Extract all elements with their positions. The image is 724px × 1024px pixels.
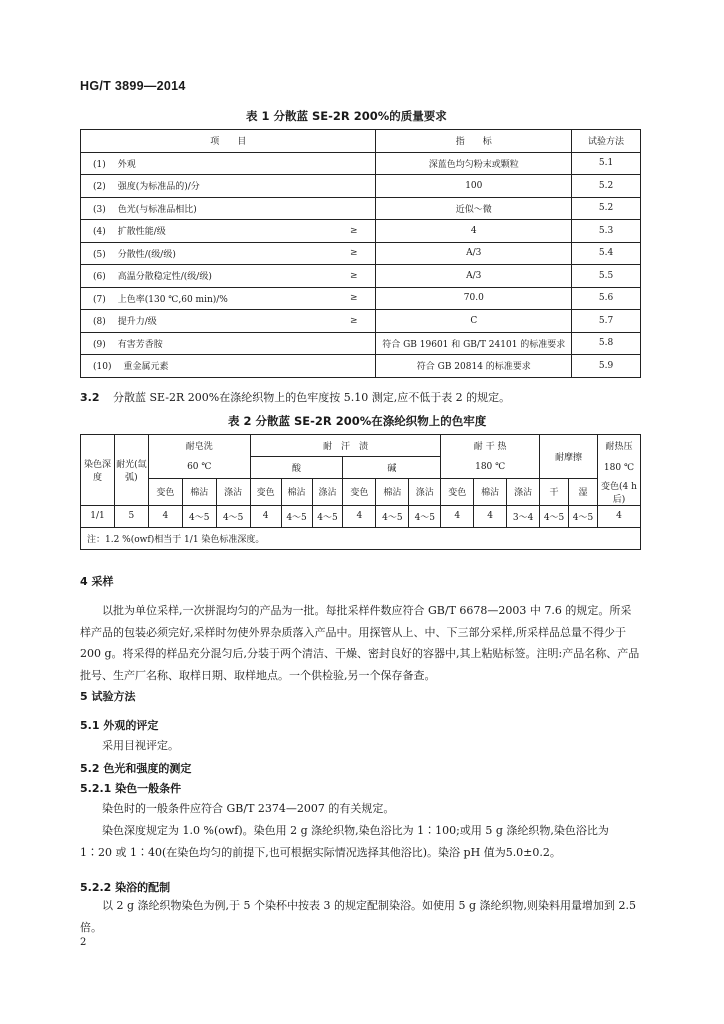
section-5-1-text: 采用目视评定。 xyxy=(102,739,179,752)
table1-row xyxy=(81,355,641,378)
row-test-method: 5.7 xyxy=(572,310,641,333)
row-spec-value: A/3 xyxy=(376,242,572,265)
header-soap: 耐皂洗 xyxy=(148,435,250,457)
row-ge-symbol xyxy=(348,175,376,198)
row-test-method: 5.8 xyxy=(572,332,641,355)
row-ge-symbol: ≥ xyxy=(348,265,376,288)
table1-row xyxy=(81,265,641,288)
section-3-2-number: 3.2 xyxy=(80,391,100,404)
fastness-value-cell: 4～5 xyxy=(281,505,312,527)
fastness-value-cell: 4 xyxy=(250,505,281,527)
row-item: 色光(与标准品相比) xyxy=(117,204,197,215)
row-item-cell xyxy=(81,175,349,198)
row-spec-value: 70.0 xyxy=(376,287,572,310)
row-number: (4) xyxy=(93,227,106,238)
row-test-method: 5.9 xyxy=(572,355,641,378)
fastness-value-cell: 5 xyxy=(114,505,148,527)
row-item-cell xyxy=(81,242,349,265)
subheader-cell: 棉沾 xyxy=(281,479,312,506)
subheader-cell: 变色 xyxy=(148,479,182,506)
row-spec-value: A/3 xyxy=(376,265,572,288)
header-hot-press-sub: 变色(4 h后) xyxy=(597,479,640,506)
subheader-cell: 棉沾 xyxy=(376,479,409,506)
section-5-2-1-p2: 染色深度规定为 1.0 %(owf)。染色用 2 g 涤纶织物,染色浴比为 1∶100;或用 5 g 涤纶织物,染色浴比为 1∶20 或 1∶40(在染色均匀的前提下,也可根据实际情况选择其他浴比)。染浴 pH 值为5.0±0.2。 xyxy=(80,824,609,859)
row-number: (10) xyxy=(93,362,112,373)
section-5-2-1-p1: 染色时的一般条件应符合 GB/T 2374—2007 的有关规定。 xyxy=(102,802,395,815)
subheader-cell: 棉沾 xyxy=(182,479,216,506)
row-ge-symbol xyxy=(348,152,376,175)
row-item-cell xyxy=(81,287,349,310)
row-item: 强度(为标准品的)/分 xyxy=(117,182,200,193)
row-spec-value: 深蓝色均匀粉末或颗粒 xyxy=(376,152,572,175)
subheader-cell: 涤沾 xyxy=(312,479,343,506)
section-4-title: 4 采样 xyxy=(80,575,114,588)
row-item-cell xyxy=(81,197,349,220)
subheader-cell: 变色 xyxy=(250,479,281,506)
fastness-value-cell: 4～5 xyxy=(569,505,598,527)
row-ge-symbol: ≥ xyxy=(348,310,376,333)
row-test-method: 5.6 xyxy=(572,287,641,310)
row-number: (5) xyxy=(93,249,106,260)
row-spec-value: 4 xyxy=(376,220,572,243)
fastness-value-cell: 4～5 xyxy=(540,505,569,527)
row-test-method: 5.2 xyxy=(572,175,641,198)
section-4-body: 以批为单位采样,一次拼混均匀的产品为一批。每批采样件数应符合 GB/T 6678—2003 中 7.6 的规定。所采样产品的包装必须完好,采样时勿使外界杂质落入产品中。用探管从上、中、下三部分采样,所采样品总量不得少于 200 g。将采得的样品充分混匀后,分装于两个清洁、干燥、密封良好的容器中,其上粘贴标签。注明:产品名称、产品批号、生产厂名称、取样日期、取样地点。一个供检验,另一个保存备查。 xyxy=(80,604,640,682)
subheader-cell: 变色 xyxy=(441,479,474,506)
subheader-cell: 湿 xyxy=(569,479,598,506)
row-test-method: 5.5 xyxy=(572,265,641,288)
row-spec-value: 符合 GB 20814 的标准要求 xyxy=(376,355,572,378)
row-item-cell xyxy=(81,332,349,355)
subheader-cell: 棉沾 xyxy=(474,479,507,506)
row-number: (6) xyxy=(93,272,106,283)
row-item-cell xyxy=(81,152,349,175)
section-5-title: 5 试验方法 xyxy=(80,690,136,703)
table1-header-spec: 指 标 xyxy=(376,130,572,153)
fastness-value-cell: 4～5 xyxy=(376,505,409,527)
row-item-cell xyxy=(81,355,349,378)
table1-row xyxy=(81,220,641,243)
fastness-value-cell: 4～5 xyxy=(409,505,441,527)
fastness-value-cell: 4 xyxy=(597,505,640,527)
fastness-value-cell: 1/1 xyxy=(81,505,115,527)
section-5-1-title: 5.1 外观的评定 xyxy=(80,719,159,732)
header-sweat: 耐 汗 渍 xyxy=(250,435,441,457)
section-5-2-title: 5.2 色光和强度的测定 xyxy=(80,762,192,775)
row-test-method: 5.4 xyxy=(572,242,641,265)
subheader-cell: 干 xyxy=(540,479,569,506)
table2-caption: 表 2 分散蓝 SE-2R 200%在涤纶织物上的色牢度 xyxy=(228,414,487,428)
header-rubbing: 耐摩擦 xyxy=(540,435,598,479)
table1-header-method: 试验方法 xyxy=(572,130,641,153)
row-ge-symbol xyxy=(348,197,376,220)
row-ge-symbol xyxy=(348,332,376,355)
row-item: 扩散性能/级 xyxy=(117,227,166,238)
row-ge-symbol: ≥ xyxy=(348,287,376,310)
fastness-value-cell: 4～5 xyxy=(216,505,250,527)
section-3-2-text: 分散蓝 SE-2R 200%在涤纶织物上的色牢度按 5.10 测定,应不低于表 2 的规定。 xyxy=(113,391,511,404)
color-fastness-table xyxy=(80,434,641,550)
document-header: HG/T 3899—2014 xyxy=(80,79,186,93)
fastness-value-cell: 4～5 xyxy=(312,505,343,527)
subheader-cell: 涤沾 xyxy=(507,479,540,506)
quality-requirements-table xyxy=(80,129,641,378)
table2-note: 注：1.2 %(owf)相当于 1/1 染色标准深度。 xyxy=(81,527,641,549)
row-item: 有害芳香胺 xyxy=(117,339,163,350)
row-spec-value: C xyxy=(376,310,572,333)
fastness-value-cell: 4 xyxy=(474,505,507,527)
fastness-value-cell: 4～5 xyxy=(182,505,216,527)
fastness-value-cell: 4 xyxy=(441,505,474,527)
header-dry-heat: 耐 干 热 xyxy=(441,435,540,457)
header-hot-press: 耐热压 xyxy=(597,435,640,457)
row-ge-symbol: ≥ xyxy=(348,220,376,243)
row-item: 分散性/(级/级) xyxy=(117,249,176,260)
header-light: 耐光(氙弧) xyxy=(114,435,148,506)
section-3-2 xyxy=(80,387,641,409)
row-ge-symbol xyxy=(348,355,376,378)
row-item: 重金属元素 xyxy=(123,362,169,373)
row-item-cell xyxy=(81,310,349,333)
table1-header-row xyxy=(81,130,641,153)
row-number: (9) xyxy=(93,339,106,350)
header-dry-heat-temp: 180 ℃ xyxy=(441,457,540,479)
section-5-2-1-title: 5.2.1 染色一般条件 xyxy=(80,782,182,795)
table1-row xyxy=(81,332,641,355)
row-item: 高温分散稳定性/(级/级) xyxy=(117,272,212,283)
fastness-value-cell: 4 xyxy=(148,505,182,527)
subheader-cell: 变色 xyxy=(343,479,376,506)
fastness-value-cell: 4 xyxy=(343,505,376,527)
row-number: (7) xyxy=(93,294,106,305)
header-hot-press-temp: 180 ℃ xyxy=(597,457,640,479)
row-test-method: 5.3 xyxy=(572,220,641,243)
row-item-cell xyxy=(81,220,349,243)
table1-caption: 表 1 分散蓝 SE-2R 200%的质量要求 xyxy=(246,109,447,123)
row-item: 上色率(130 ℃,60 min)/% xyxy=(117,294,228,305)
row-item: 提升力/级 xyxy=(117,317,157,328)
table1-row xyxy=(81,152,641,175)
row-number: (2) xyxy=(93,182,106,193)
row-spec-value: 100 xyxy=(376,175,572,198)
subheader-cell: 涤沾 xyxy=(216,479,250,506)
table1-row xyxy=(81,310,641,333)
header-soap-temp: 60 ℃ xyxy=(148,457,250,479)
header-alkali: 碱 xyxy=(343,457,441,479)
row-spec-value: 近似～微 xyxy=(376,197,572,220)
table1-row xyxy=(81,242,641,265)
row-test-method: 5.1 xyxy=(572,152,641,175)
fastness-value-cell: 3～4 xyxy=(507,505,540,527)
row-number: (3) xyxy=(93,204,106,215)
table1-header-item: 项 目 xyxy=(81,130,376,153)
section-5-2-2-title: 5.2.2 染浴的配制 xyxy=(80,881,171,894)
page-number: 2 xyxy=(80,937,87,948)
row-item: 外观 xyxy=(117,159,136,170)
row-ge-symbol: ≥ xyxy=(348,242,376,265)
header-acid: 酸 xyxy=(250,457,343,479)
subheader-cell: 涤沾 xyxy=(409,479,441,506)
header-depth: 染色深度 xyxy=(81,435,115,506)
table1-row xyxy=(81,287,641,310)
row-item-cell xyxy=(81,265,349,288)
table1-row xyxy=(81,197,641,220)
row-number: (1) xyxy=(93,159,106,170)
table1-row xyxy=(81,175,641,198)
row-number: (8) xyxy=(93,317,106,328)
row-spec-value: 符合 GB 19601 和 GB/T 24101 的标准要求 xyxy=(376,332,572,355)
row-test-method: 5.2 xyxy=(572,197,641,220)
section-5-2-2-text: 以 2 g 涤纶织物染色为例,于 5 个染杯中按表 3 的规定配制染浴。如使用 5 g 涤纶织物,则染料用量增加到 2.5 倍。 xyxy=(80,899,637,934)
